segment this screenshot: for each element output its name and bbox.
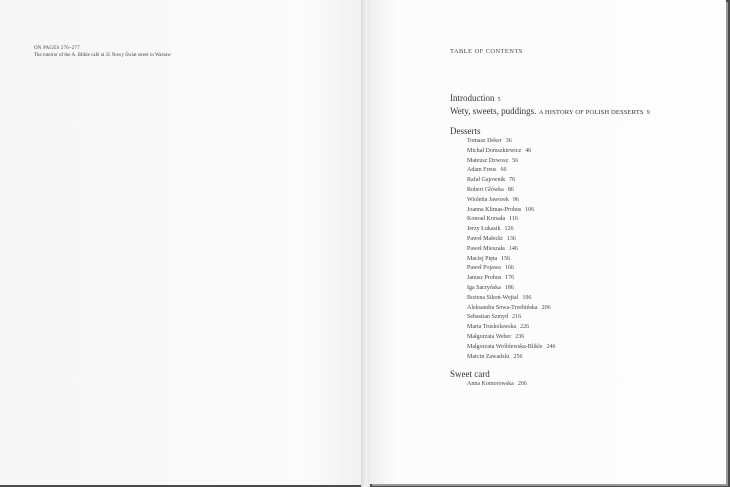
toc-entry-title: Introduction bbox=[450, 93, 495, 103]
toc-item-name: Rafał Gajownik bbox=[467, 177, 506, 184]
toc-item-page: 66 bbox=[500, 167, 507, 174]
toc-section-sweet-card: Sweet card bbox=[450, 369, 490, 380]
toc-item-name: Małgorzata Weber bbox=[467, 333, 512, 340]
toc-item bbox=[450, 157, 720, 167]
toc-item-page: 166 bbox=[504, 265, 514, 272]
toc-item-name: Małgorzata Wróblewska-Blikle bbox=[467, 343, 543, 350]
toc-item bbox=[450, 304, 720, 314]
toc-item bbox=[450, 176, 720, 186]
toc-item-page: 186 bbox=[504, 284, 514, 291]
toc-item-name: Anna Komorowska bbox=[467, 381, 514, 388]
toc-entry-page: 9 bbox=[646, 110, 650, 116]
toc-item bbox=[450, 274, 720, 284]
toc-entry-title: Wety, sweets, puddings. bbox=[450, 106, 537, 116]
photo-caption bbox=[34, 45, 171, 59]
toc-item bbox=[450, 137, 720, 147]
toc-item bbox=[450, 206, 720, 216]
toc-item-page: 96 bbox=[512, 196, 519, 203]
toc-item-name: Paweł Pojawa bbox=[467, 265, 501, 272]
toc-entry-page: 5 bbox=[497, 97, 501, 103]
toc-item bbox=[450, 186, 720, 196]
toc-item-page: 256 bbox=[513, 353, 523, 360]
toc-item-name: Maciej Pięta bbox=[467, 255, 498, 262]
toc-item-page: 196 bbox=[522, 294, 532, 301]
toc-entry-wety bbox=[450, 106, 720, 119]
toc-item bbox=[450, 196, 720, 206]
desserts-list bbox=[450, 137, 720, 362]
toc-item-page: 46 bbox=[525, 147, 532, 154]
toc-item bbox=[450, 166, 720, 176]
sweet-card-list bbox=[450, 380, 720, 390]
toc-item bbox=[450, 333, 720, 343]
toc-item bbox=[450, 343, 720, 353]
toc-item-page: 136 bbox=[506, 235, 516, 242]
toc-item bbox=[450, 264, 720, 274]
toc-item-name: Mateusz Dzwosz bbox=[467, 157, 509, 164]
toc-entry-introduction bbox=[450, 93, 720, 106]
toc-item bbox=[450, 245, 720, 255]
toc-item-name: Adam Freus bbox=[467, 167, 497, 174]
toc-item-page: 246 bbox=[546, 343, 556, 350]
toc-item-page: 106 bbox=[525, 206, 535, 213]
toc-item-page: 176 bbox=[505, 275, 515, 282]
toc-item bbox=[450, 284, 720, 294]
toc-item bbox=[450, 255, 720, 265]
toc-item-page: 126 bbox=[504, 226, 514, 233]
toc-item-page: 206 bbox=[541, 304, 551, 311]
toc-item bbox=[450, 215, 720, 225]
table-of-contents bbox=[450, 93, 720, 390]
toc-item-name: Michał Domszkiewicz bbox=[467, 147, 522, 154]
toc-item-name: Paweł Małecki bbox=[467, 235, 503, 242]
book-gutter bbox=[361, 0, 370, 487]
caption-pages: ON PAGES 276–277 bbox=[34, 46, 80, 51]
toc-item-name: Janusz Prohus bbox=[467, 275, 502, 282]
toc-item bbox=[450, 323, 720, 333]
toc-item-page: 76 bbox=[509, 177, 516, 184]
toc-item-page: 216 bbox=[512, 314, 522, 321]
toc-item-page: 36 bbox=[505, 138, 512, 144]
toc-item-name: Iga Sarzyńska bbox=[467, 284, 501, 291]
caption-text: The interior of the A. Blikle café at 35 Nowy Świat street in Warsaw bbox=[34, 53, 171, 58]
toc-entry-subtitle: A HISTORY OF POLISH DESSERTS bbox=[538, 109, 644, 116]
toc-item-page: 236 bbox=[515, 333, 525, 340]
toc-item-page: 86 bbox=[507, 186, 514, 193]
left-page bbox=[0, 0, 361, 485]
toc-item-name: Joanna Klimas-Prohus bbox=[467, 206, 522, 213]
toc-item-name: Tomasz Deker bbox=[467, 138, 502, 144]
toc-section-desserts: Desserts bbox=[450, 126, 481, 136]
toc-heading: TABLE OF CONTENTS bbox=[450, 48, 523, 55]
toc-item-page: 266 bbox=[517, 381, 527, 388]
toc-item bbox=[450, 225, 720, 235]
toc-item-name: Paweł Mieszała bbox=[467, 245, 505, 252]
toc-item bbox=[450, 235, 720, 245]
toc-item bbox=[450, 380, 720, 390]
toc-item-page: 116 bbox=[509, 216, 518, 223]
toc-item bbox=[450, 147, 720, 157]
toc-item-page: 156 bbox=[501, 255, 511, 262]
toc-item-name: Robert Główka bbox=[467, 186, 504, 193]
toc-item-name: Marcin Zawadzki bbox=[467, 353, 510, 360]
toc-item-page: 56 bbox=[512, 157, 519, 164]
toc-item-page: 226 bbox=[520, 324, 530, 331]
toc-item-name: Wioletta Jaworek bbox=[467, 196, 509, 203]
toc-item bbox=[450, 353, 720, 363]
toc-item bbox=[450, 294, 720, 304]
toc-item-page: 146 bbox=[508, 245, 518, 252]
toc-item-name: Bożena Sikoń-Wojtal bbox=[467, 294, 519, 301]
toc-item-name: Jerzy Łukasik bbox=[467, 226, 501, 233]
toc-item-name: Sebastian Szmyd bbox=[467, 314, 509, 321]
toc-item bbox=[450, 313, 720, 323]
toc-item-name: Aleksandra Sowa-Trzebińska bbox=[467, 304, 538, 311]
toc-item-name: Konrad Korsała bbox=[467, 216, 506, 223]
toc-item-name: Marta Truskolawska bbox=[467, 324, 517, 331]
